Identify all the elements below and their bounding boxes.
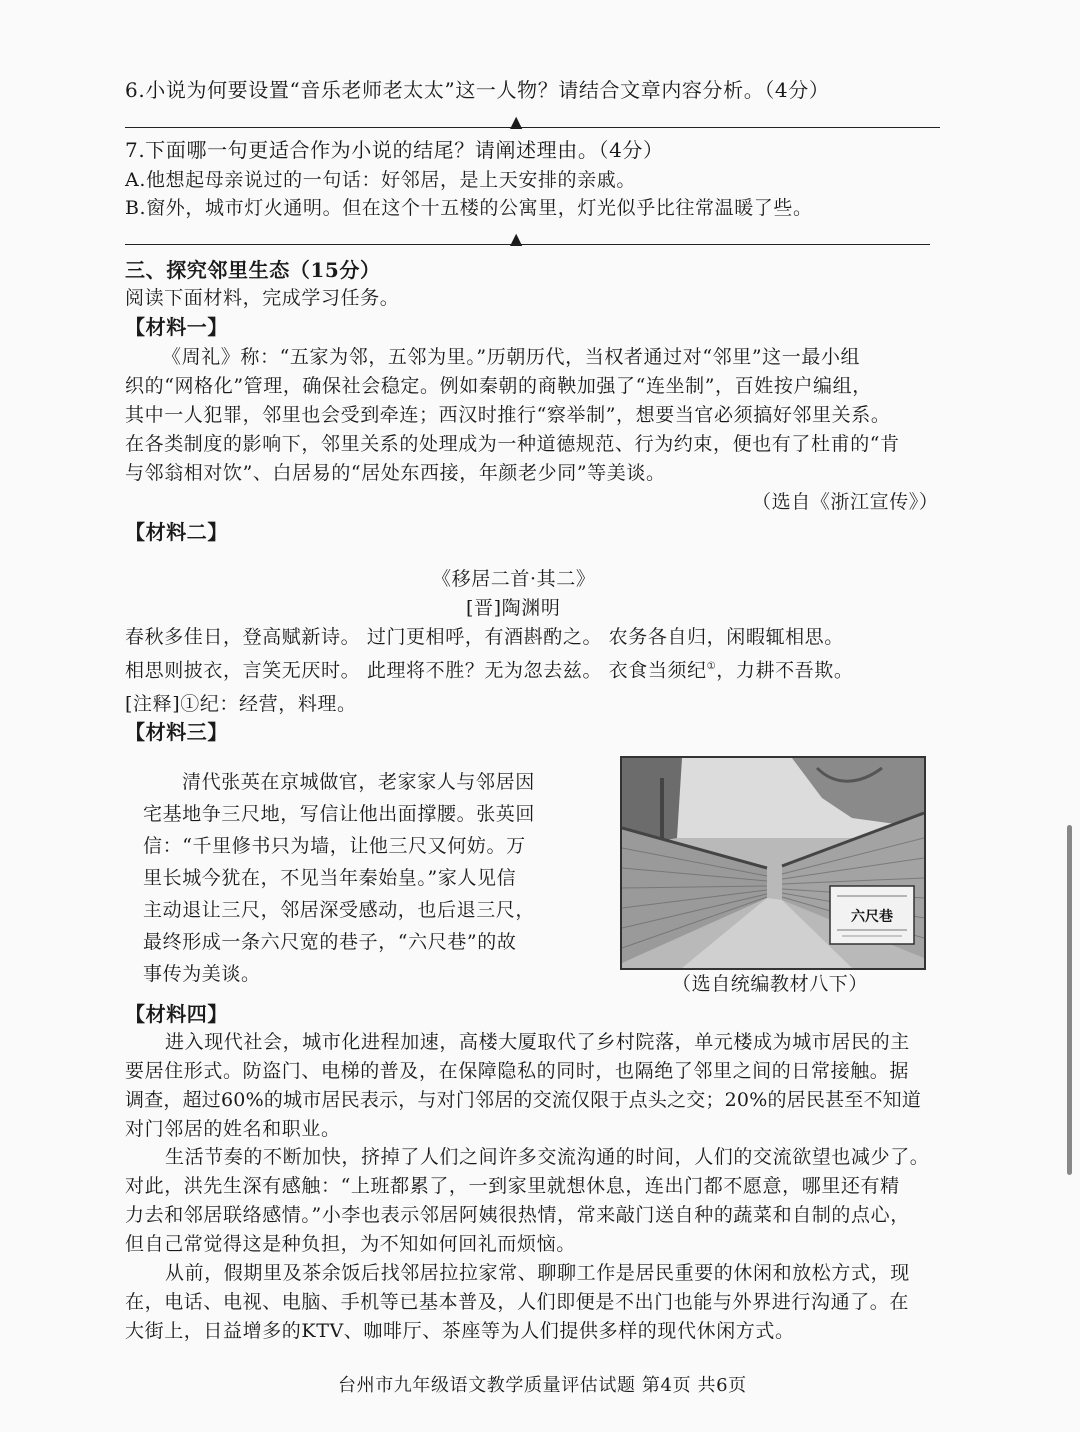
sign-text: 六尺巷 — [851, 909, 893, 925]
answer-triangle-icon: ▲ — [510, 229, 523, 248]
material-3-line: 里长城今犹在，不见当年秦始皇。”家人见信 — [143, 867, 517, 889]
material-3-line: 最终形成一条六尺宽的巷子，“六尺巷”的故 — [143, 931, 517, 953]
material-3-line: 信：“千里修书只为墙，让他三尺又何妨。万 — [143, 835, 526, 857]
material-4-line: 力去和邻居联络感情。”小李也表示邻居阿姨很热情，常来敲门送自种的蔬菜和自制的点心， — [125, 1204, 910, 1226]
material-1-line: 在各类制度的影响下，邻里关系的处理成为一种道德规范、行为约束，便也有了杜甫的“肯 — [125, 433, 900, 455]
material-4-line: 调查，超过60%的城市居民表示，与对门邻居的交流仅限于点头之交；20%的居民甚至不知道 — [125, 1089, 922, 1111]
material-1-line: 织的“网格化”管理，确保社会稳定。例如秦朝的商鞅加强了“连坐制”，百姓按户编组， — [125, 375, 872, 397]
material-4-line: 但自己常觉得这是种负担，为不知如何回礼而烦恼。 — [125, 1233, 576, 1255]
photo-caption: （选自统编教材八下） — [672, 973, 869, 995]
material-4-line: 从前，假期里及茶余饭后找邻居拉拉家常、聊聊工作是居民重要的休闲和放松方式，现 — [165, 1262, 910, 1284]
answer-line — [125, 127, 940, 128]
material-3-line: 主动退让三尺，邻居深受感动，也后退三尺， — [143, 899, 536, 921]
liuchixiang-photo — [620, 756, 926, 970]
material-3-line: 清代张英在京城做官，老家家人与邻居因 — [182, 771, 535, 793]
question-6: 6.小说为何要设置“音乐老师老太太”这一人物？请结合文章内容分析。（4分） — [125, 78, 830, 102]
answer-triangle-icon: ▲ — [510, 112, 523, 131]
material-3-title: 【材料三】 — [125, 720, 228, 744]
footnote-marker: ① — [706, 661, 717, 672]
poem-line: 春秋多佳日，登高赋新诗。 过门更相呼，有酒斟酌之。 农务各自归，闲暇辄相思。 — [125, 626, 844, 648]
material-4-line: 大街上，日益增多的KTV、咖啡厅、茶座等为人们提供多样的现代休闲方式。 — [125, 1320, 795, 1342]
poem-line-part: 相思则披衣，言笑无厌时。 此理将不胜？无为忽去兹。 衣食当须纪 — [125, 659, 707, 682]
material-3-line: 事传为美谈。 — [143, 963, 261, 985]
section-intro: 阅读下面材料，完成学习任务。 — [125, 287, 400, 309]
section-heading: 三、探究邻里生态（15分） — [125, 258, 381, 282]
material-4-line: 对门邻居的姓名和职业。 — [125, 1118, 341, 1140]
poem-author: [晋]陶渊明 — [466, 597, 561, 619]
material-2-title: 【材料二】 — [125, 520, 228, 544]
scrollbar[interactable] — [1067, 825, 1072, 1175]
material-4-line: 对此，洪先生深有感触：“上班都累了，一到家里就想休息，连出门都不愿意，哪里还有精 — [125, 1175, 900, 1197]
alley-illustration — [622, 758, 924, 968]
question-7: 7.下面哪一句更适合作为小说的结尾？请阐述理由。（4分） — [125, 138, 664, 162]
question-7-option-b: B.窗外，城市灯火通明。但在这个十五楼的公寓里，灯光似乎比往常温暖了些。 — [125, 197, 813, 219]
material-4-line: 要居住形式。防盗门、电梯的普及，在保障隐私的同时，也隔绝了邻里之间的日常接触。据 — [125, 1060, 910, 1082]
material-1-title: 【材料一】 — [125, 315, 228, 339]
answer-line — [125, 244, 930, 245]
question-7-option-a: A.他想起母亲说过的一句话：好邻居，是上天安排的亲戚。 — [125, 169, 636, 191]
poem-line — [125, 653, 853, 684]
poem-note: [注释]①纪：经营，料理。 — [125, 693, 357, 715]
material-1-line: 与邻翁相对饮”、白居易的“居处东西接，年颜老少同”等美谈。 — [125, 462, 666, 484]
poem-line-part: ，力耕不吾欺。 — [716, 659, 854, 682]
material-3-line: 宅基地争三尺地，写信让他出面撑腰。张英回 — [143, 803, 536, 825]
material-1-line: 其中一人犯罪，邻里也会受到牵连；西汉时推行“察举制”，想要当官必须搞好邻里关系。 — [125, 404, 891, 426]
material-1-line: 《周礼》称：“五家为邻，五邻为里。”历朝历代，当权者通过对“邻里”这一最小组 — [162, 346, 861, 368]
material-4-line: 进入现代社会，城市化进程加速，高楼大厦取代了乡村院落，单元楼成为城市居民的主 — [165, 1031, 910, 1053]
material-4-line: 在，电话、电视、电脑、手机等已基本普及，人们即便是不出门也能与外界进行沟通了。在 — [125, 1291, 910, 1313]
poem-title: 《移居二首·其二》 — [432, 568, 596, 590]
material-1-source: （选自《浙江宣传》） — [752, 491, 939, 513]
material-4-title: 【材料四】 — [125, 1002, 228, 1026]
material-4-line: 生活节奏的不断加快，挤掉了人们之间许多交流沟通的时间，人们的交流欲望也减少了。 — [165, 1146, 930, 1168]
page-footer: 台州市九年级语文教学质量评估试题 第4页 共6页 — [338, 1375, 747, 1396]
